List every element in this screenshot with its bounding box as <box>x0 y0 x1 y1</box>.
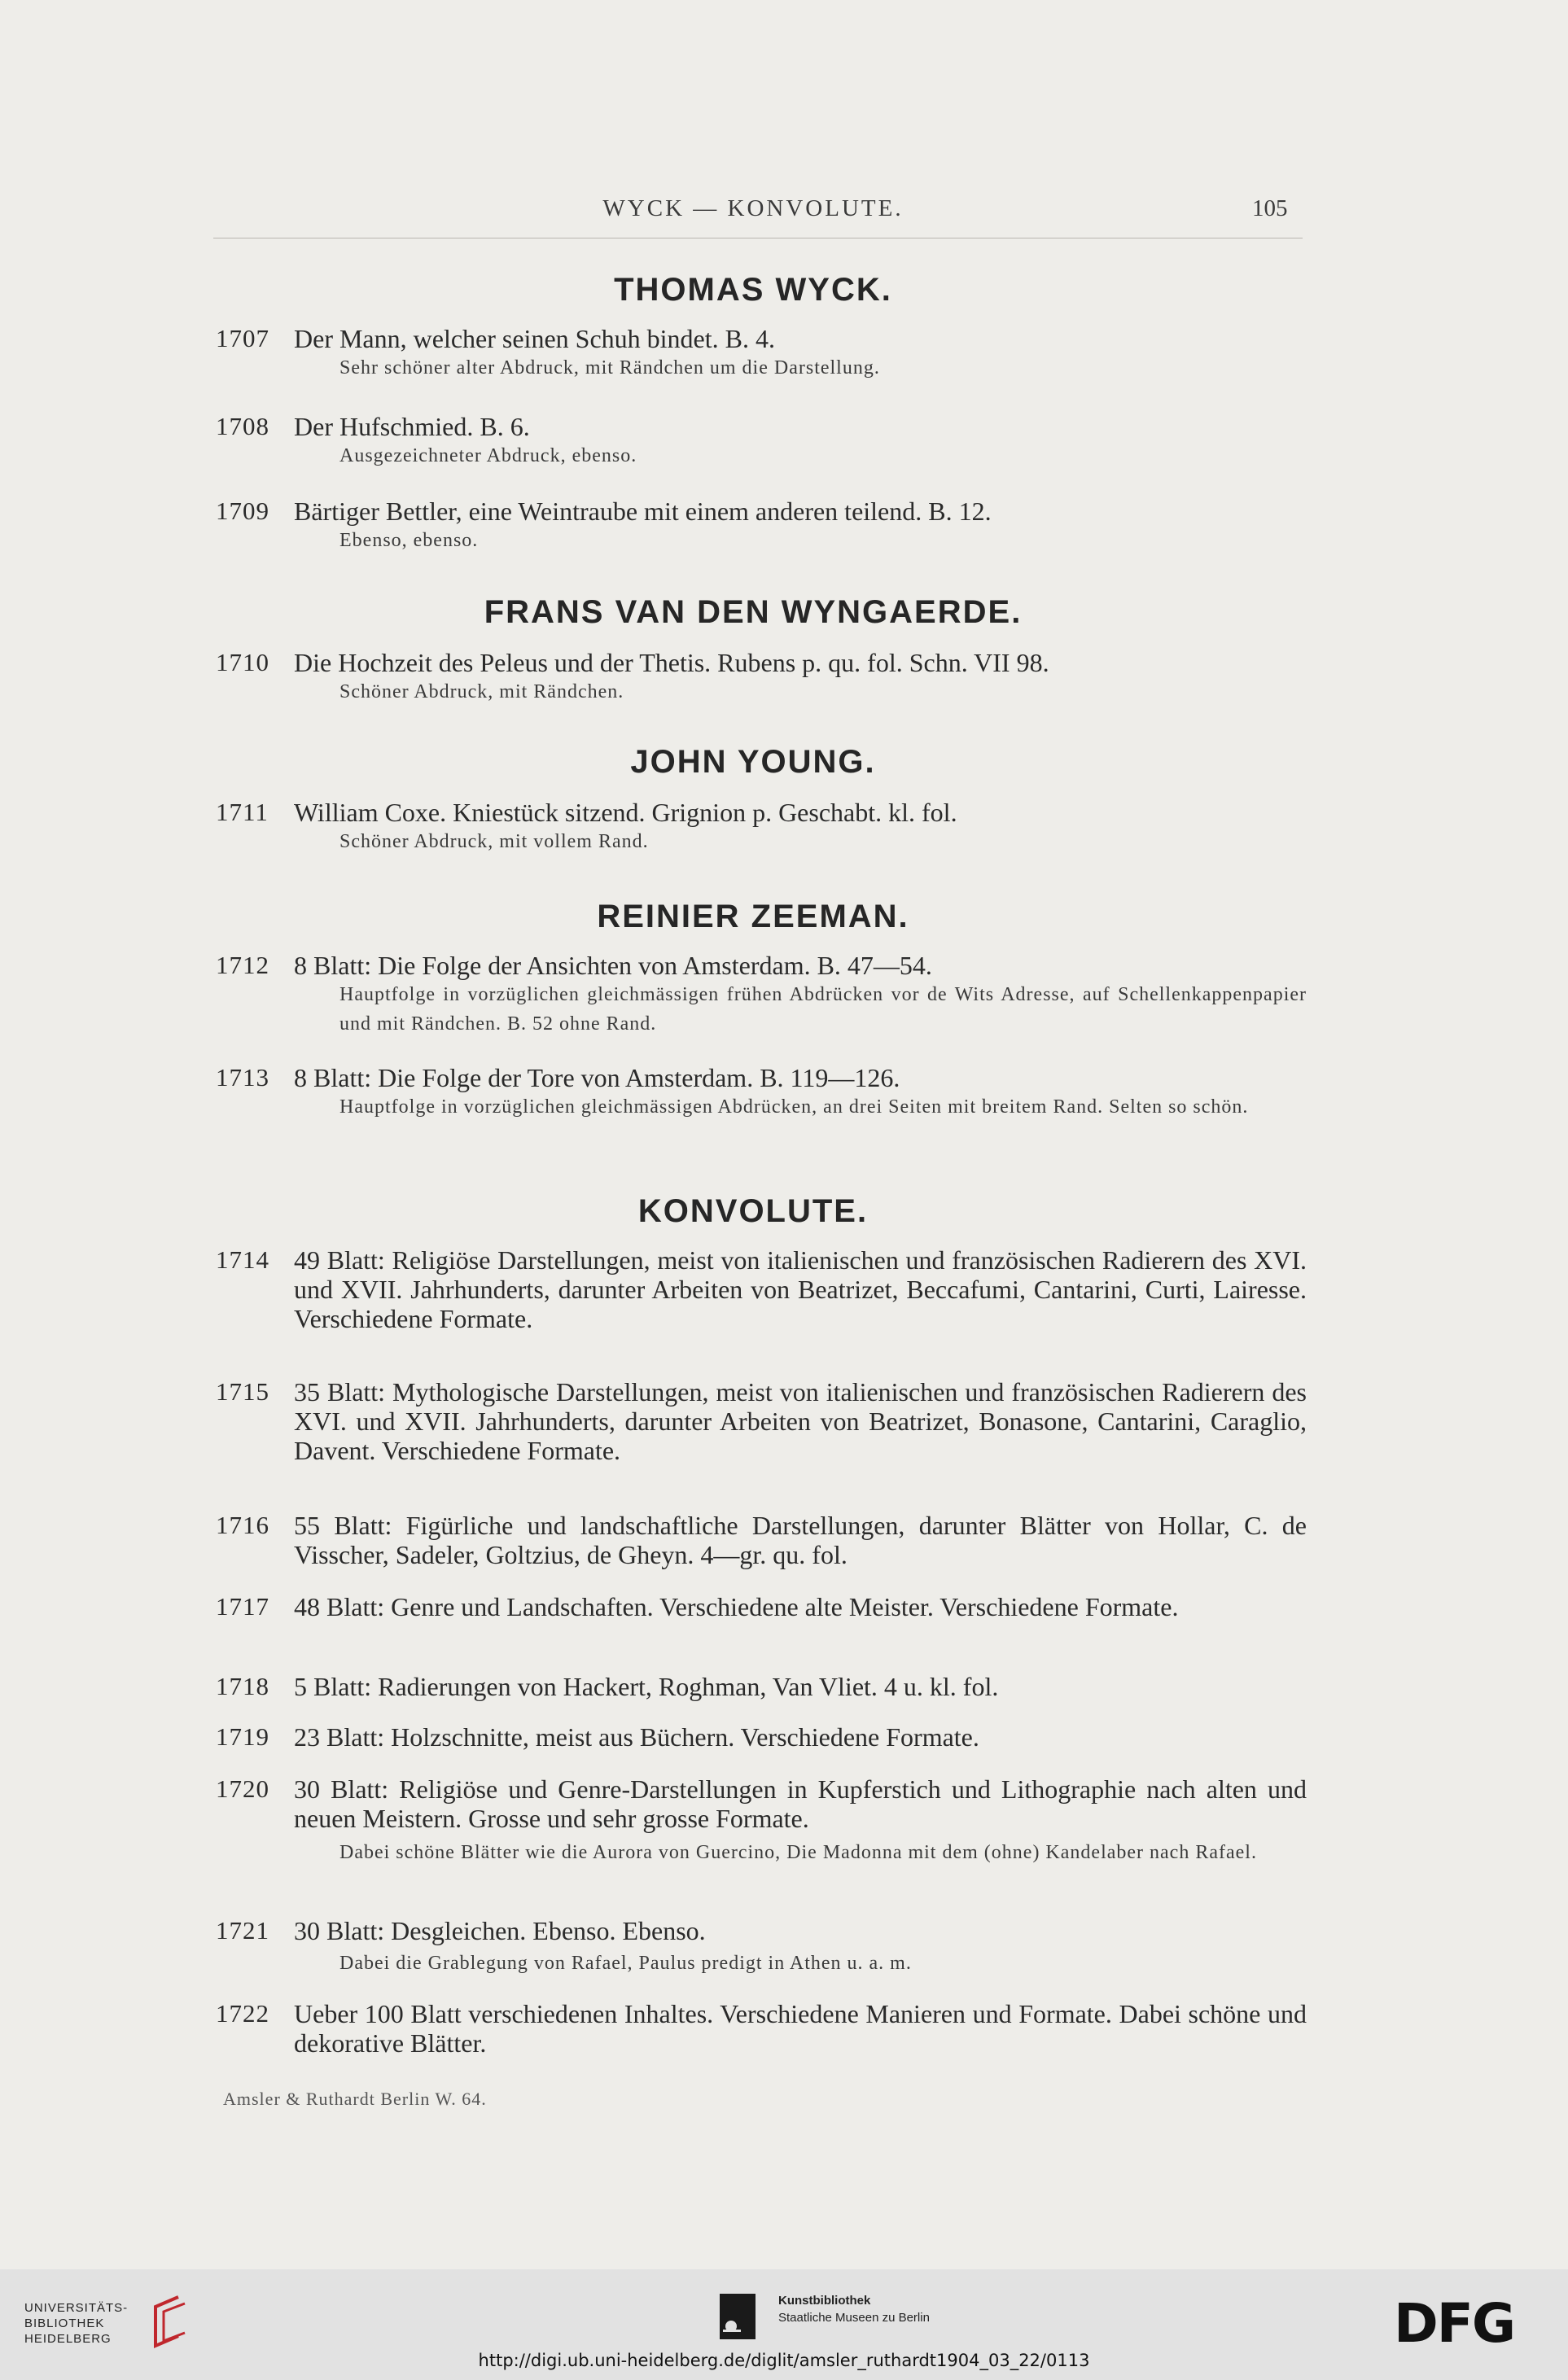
entry-note: Schöner Abdruck, mit Rändchen. <box>339 681 624 702</box>
entry-1715 <box>216 1377 1307 1465</box>
entry-1722 <box>216 1999 1307 2058</box>
entry-1714 <box>216 1245 1307 1333</box>
entry-note: Dabei die Grablegung von Rafael, Paulus predigt in Athen u. a. m. <box>339 1953 912 1974</box>
entry-title: Der Mann, welcher seinen Schuh bindet. B. 4. <box>294 324 775 353</box>
entry-title: 23 Blatt: Holzschnitte, meist aus Büchern. Verschiedene Formate. <box>294 1722 979 1752</box>
entry-1719 <box>216 1722 1307 1752</box>
entry-1720 <box>216 1774 1307 1867</box>
entry-number: 1719 <box>216 1722 269 1751</box>
entry-title: Der Hufschmied. B. 6. <box>294 412 530 441</box>
entry-number: 1712 <box>216 951 269 979</box>
entry-title: Die Hochzeit des Peleus und der Thetis. Rubens p. qu. fol. Schn. VII 98. <box>294 648 1049 677</box>
entry-title: 8 Blatt: Die Folge der Ansichten von Amsterdam. B. 47—54. <box>294 951 932 980</box>
entry-title: 48 Blatt: Genre und Landschaften. Verschiedene alte Meister. Verschiedene Formate. <box>294 1592 1179 1621</box>
running-header <box>0 192 1568 233</box>
kb-subtitle: Staatliche Museen zu Berlin <box>778 2311 930 2325</box>
kunstbibliothek-label[interactable] <box>778 2292 930 2326</box>
entry-title: 8 Blatt: Die Folge der Tore von Amsterdam. B. 119—126. <box>294 1063 900 1092</box>
uni-line-1: UNIVERSITÄTS- <box>24 2301 129 2315</box>
entry-1718 <box>216 1672 1307 1701</box>
entry-number: 1710 <box>216 648 269 676</box>
section-heading-wyngaerde: FRANS VAN DEN WYNGAERDE. <box>484 594 1023 630</box>
entry-number: 1707 <box>216 324 269 352</box>
entry-number: 1714 <box>216 1245 269 1274</box>
entry-number: 1713 <box>216 1063 269 1092</box>
entry-number: 1717 <box>216 1592 269 1621</box>
uni-line-3: HEIDELBERG <box>24 2332 112 2346</box>
section-heading-zeeman: REINIER ZEEMAN. <box>597 899 909 934</box>
header-title: WYCK — KONVOLUTE. <box>602 195 904 221</box>
entry-title: 49 Blatt: Religiöse Darstellungen, meist von italienischen und französischen Radierern des XVI. und XVII. Jahrhunderts, darunter Arbeiten von Beatrizet, Beccafumi, Cantarini, Curti, Lairesse. Verschiedene Formate. <box>294 1245 1307 1333</box>
entry-number: 1722 <box>216 1999 269 2028</box>
entry-note: Hauptfolge in vorzüglichen gleichmässigen Abdrücken, an drei Seiten mit breitem Rand. Selten so schön. <box>339 1096 1249 1118</box>
entry-note: Ebenso, ebenso. <box>339 530 479 551</box>
kunstbibliothek-logo-icon <box>720 2294 756 2339</box>
entry-title: Bärtiger Bettler, eine Weintraube mit einem anderen teilend. B. 12. <box>294 497 992 526</box>
entry-1713 <box>216 1063 1307 1122</box>
library-footer-bar <box>0 2269 1568 2380</box>
entry-note: Dabei schöne Blätter wie die Aurora von Guercino, Die Madonna mit dem (ohne) Kandelaber nach Rafael. <box>339 1842 1257 1863</box>
entry-note: Sehr schöner alter Abdruck, mit Rändchen um die Darstellung. <box>339 357 880 378</box>
entry-title: 55 Blatt: Figürliche und landschaftliche Darstellungen, darunter Blätter von Hollar, C. de Visscher, Sadeler, Goltzius, de Gheyn. 4—gr. qu. fol. <box>294 1511 1307 1569</box>
entry-number: 1715 <box>216 1377 269 1406</box>
entry-title: 35 Blatt: Mythologische Darstellungen, meist von italienischen und französischen Radierern des XVI. und XVII. Jahrhunderts, darunter Arbeiten von Beatrizet, Bonasone, Cantarini, Caraglio, Davent. Verschiedene Formate. <box>294 1377 1307 1465</box>
page-number: 105 <box>1252 195 1288 221</box>
entry-note: Schöner Abdruck, mit vollem Rand. <box>339 831 649 852</box>
entry-1711 <box>216 798 1307 856</box>
entry-1710 <box>216 648 1307 707</box>
entry-title: 30 Blatt: Desgleichen. Ebenso. Ebenso. <box>294 1916 706 1945</box>
section-heading-young: JOHN YOUNG. <box>630 744 876 780</box>
entry-1709 <box>216 497 1307 555</box>
entry-number: 1708 <box>216 412 269 440</box>
section-heading-konvolute: KONVOLUTE. <box>637 1193 869 1229</box>
entry-title: 5 Blatt: Radierungen von Hackert, Roghman, Van Vliet. 4 u. kl. fol. <box>294 1672 999 1701</box>
entry-1712 <box>216 951 1307 1039</box>
entry-number: 1720 <box>216 1774 269 1803</box>
entry-number: 1718 <box>216 1672 269 1700</box>
entry-note: Ausgezeichneter Abdruck, ebenso. <box>339 445 637 466</box>
entry-title: 30 Blatt: Religiöse und Genre-Darstellungen in Kupferstich und Lithographie nach alten und neuen Meistern. Grosse und sehr grosse Formate. <box>294 1774 1307 1833</box>
university-library-logo[interactable] <box>24 2300 128 2347</box>
kb-name: Kunstbibliothek <box>778 2294 871 2308</box>
entry-number: 1711 <box>216 798 269 826</box>
entry-1721 <box>216 1916 1307 1978</box>
heidelberg-bracket-icon <box>142 2294 191 2352</box>
entry-1708 <box>216 412 1307 470</box>
source-url[interactable]: http://digi.ub.uni-heidelberg.de/diglit/amsler_ruthardt1904_03_22/0113 <box>478 2351 1090 2370</box>
entry-note: Hauptfolge in vorzüglichen gleichmässigen frühen Abdrücken vor de Wits Adresse, auf Schellenkappenpapier und mit Rändchen. B. 52 ohne Rand. <box>339 984 1307 1035</box>
entry-1707 <box>216 324 1307 383</box>
entry-number: 1721 <box>216 1916 269 1945</box>
entry-title: Ueber 100 Blatt verschiedenen Inhaltes. Verschiedene Manieren und Formate. Dabei schöne und dekorative Blätter. <box>294 1999 1307 2058</box>
entry-number: 1709 <box>216 497 269 525</box>
entry-1716 <box>216 1511 1307 1569</box>
section-heading-wyck: THOMAS WYCK. <box>614 272 892 308</box>
entry-title: William Coxe. Kniestück sitzend. Grignion p. Geschabt. kl. fol. <box>294 798 957 827</box>
dfg-logo[interactable]: DFG <box>1394 2292 1515 2355</box>
entry-number: 1716 <box>216 1511 269 1539</box>
uni-line-2: BIBLIOTHEK <box>24 2317 105 2330</box>
publisher-imprint: Amsler & Ruthardt Berlin W. 64. <box>223 2089 487 2109</box>
entry-1717 <box>216 1592 1307 1621</box>
